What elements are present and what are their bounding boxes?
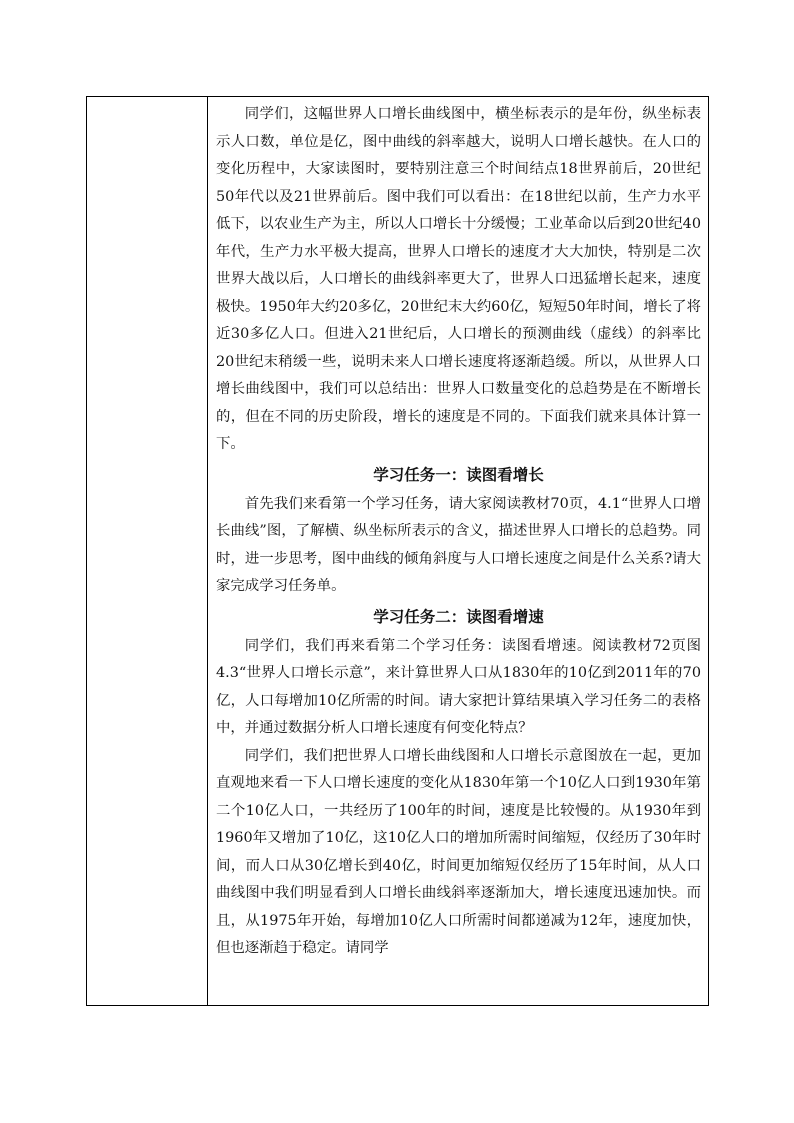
heading-task-one: 学习任务一：读图看增长 bbox=[373, 464, 544, 484]
left-column-cell bbox=[87, 97, 208, 1005]
content-table bbox=[86, 96, 709, 1006]
paragraph-task-one: 首先我们来看第一个学习任务，请大家阅读教材70页，4.1“世界人口增长曲线”图，了解横、纵坐标所表示的含义，描述世界人口增长的总趋势。同时，进一步思考，图中曲线的倾角斜度与人口增长速度之间是什么关系?请大家完成学习任务单。 bbox=[216, 495, 701, 594]
paragraph-comparison: 同学们，我们把世界人口增长曲线图和人口增长示意图放在一起，更加直观地来看一下人口增长速度的变化从1830年第一个10亿人口到1930年第二个10亿人口，一共经历了100年的时间，速度是比较慢的。从1930年到1960年又增加了10亿，这10亿人口的增加所需时间缩短，仅经历了30年时间，而人口从30亿增长到40亿，时间更加缩短仅经历了15年时间，从人口曲线图中我们明显看到人口增长曲线斜率逐渐加大，增长速度迅速加快。而且，从1975年开始，每增加10亿人口所需时间都递减为12年，速度加快，但也逐渐趋于稳定。请同学 bbox=[216, 747, 701, 956]
paragraph-intro: 同学们，这幅世界人口增长曲线图中，横坐标表示的是年份，纵坐标表示人口数，单位是亿，图中曲线的斜率越大，说明人口增长越快。在人口的变化历程中，大家读图时，要特别注意三个时间结点18世界前后，20世纪50年代以及21世界前后。图中我们可以看出：在18世纪以前，生产力水平低下，以农业生产为主，所以人口增长十分缓慢；工业革命以后到20世纪40年代，生产力水平极大提高，世界人口增长的速度才大大加快，特别是二次世界大战以后，人口增长的曲线斜率更大了，世界人口迅猛增长起来，速度极快。1950年大约20多亿，20世纪末大约60亿，短短50年时间，增长了将近30多亿人口。但进入21世纪后，人口增长的预测曲线（虚线）的斜率比20世纪末稍缓一些，说明未来人口增长速度将逐渐趋缓。所以，从世界人口增长曲线图中，我们可以总结出：世界人口数量变化的总趋势是在不断增长的，但在不同的历史阶段，增长的速度是不同的。下面我们就来具体计算一下。 bbox=[216, 106, 701, 452]
heading-task-two: 学习任务二：读图看增速 bbox=[373, 606, 544, 626]
right-column-cell bbox=[208, 97, 708, 1005]
paragraph-task-two: 同学们，我们再来看第二个学习任务：读图看增速。阅读教材72页图4.3“世界人口增长示意”，来计算世界人口从1830年的10亿到2011年的70亿，人口每增加10亿所需的时间。请大家把计算结果填入学习任务二的表格中，并通过数据分析人口增长速度有何变化特点？ bbox=[216, 637, 701, 736]
